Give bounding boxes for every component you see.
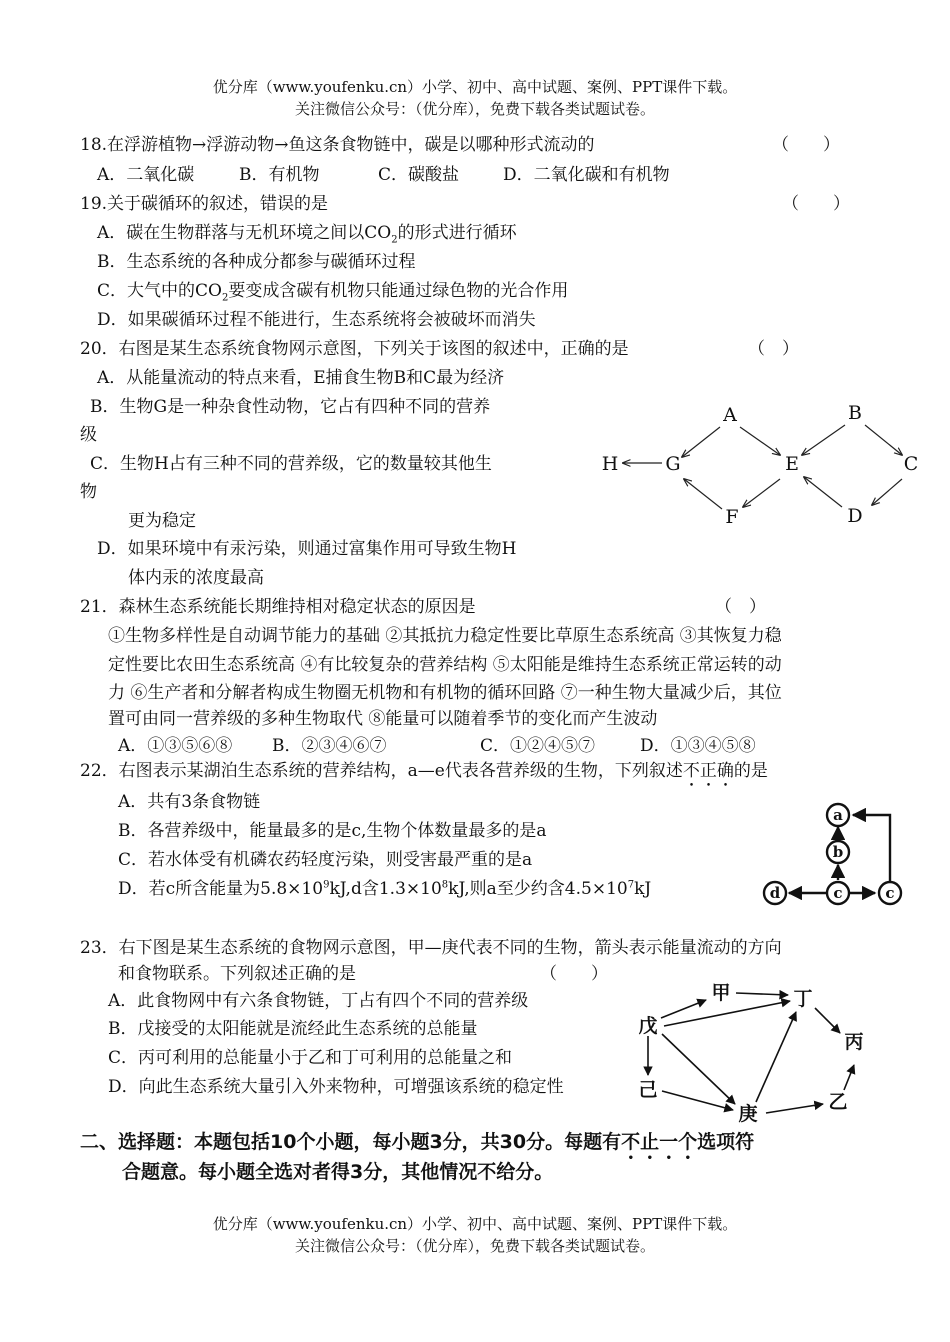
footer-line-1: 优分库（www.youfenku.cn）小学、初中、高中试题、案例、PPT课件下载。 bbox=[212, 1215, 738, 1233]
node-e-label: c bbox=[885, 884, 895, 902]
q20-option-b-line2: 级 bbox=[80, 425, 97, 445]
q21-body-line3: 力 ⑥生产者和分解者构成生物圈无机物和有机物的循环回路 ⑦一种生物大量减少后，其位 bbox=[108, 683, 782, 703]
q23-paren: （ ） bbox=[540, 964, 608, 984]
q19-stem: 19.关于碳循环的叙述，错误的是 bbox=[80, 194, 329, 214]
q19-paren: （ ） bbox=[782, 194, 850, 214]
q20-option-c-line3: 更为稳定 bbox=[128, 511, 196, 531]
q20-option-d-line2: 体内汞的浓度最高 bbox=[128, 568, 264, 588]
q18-option-b: B．有机物 bbox=[239, 165, 320, 185]
q20-option-c-line1: C．生物H占有三种不同的营养级，它的数量较其他生 bbox=[90, 454, 492, 474]
q19-option-b: B．生态系统的各种成分都参与碳循环过程 bbox=[97, 252, 416, 272]
q22-option-c: C．若水体受有机磷农药轻度污染，则受害最严重的是a bbox=[118, 850, 533, 870]
q19-option-d: D．如果碳循环过程不能进行，生态系统将会被破坏而消失 bbox=[97, 310, 536, 330]
section2-line2: 合题意。每小题全选对者得3分，其他情况不给分。 bbox=[122, 1161, 554, 1183]
node-c: C bbox=[903, 453, 919, 475]
q23-option-b: B．戊接受的太阳能就是流经此生态系统的总能量 bbox=[108, 1019, 478, 1039]
q22-stem: 22．右图表示某湖泊生态系统的营养结构，a—e代表各营养级的生物，下列叙述不正确的是 bbox=[80, 761, 768, 781]
node-b: B bbox=[848, 402, 862, 424]
section2-line1: 二、选择题：本题包括10个小题，每小题3分，共30分。每题有不止一个选项符 bbox=[80, 1131, 755, 1153]
node-a: A bbox=[723, 404, 737, 426]
q21-body-line1: ①生物多样性是自动调节能力的基础 ②其抵抗力稳定性要比草原生态系统高 ③其恢复力稳 bbox=[108, 626, 782, 646]
q21-paren: （ ） bbox=[715, 597, 766, 617]
node-geng: 庚 bbox=[738, 1103, 758, 1125]
q23-option-a: A．此食物网中有六条食物链，丁占有四个不同的营养级 bbox=[108, 991, 529, 1011]
q23-option-d: D．向此生态系统大量引入外来物种，可增强该系统的稳定性 bbox=[108, 1077, 564, 1097]
q20-option-a: A．从能量流动的特点来看，E捕食生物B和C最为经济 bbox=[97, 368, 505, 388]
node-d: D bbox=[847, 505, 863, 527]
q20-option-d-line1: D．如果环境中有汞污染，则通过富集作用可导致生物H bbox=[97, 539, 517, 559]
node-c-label: c bbox=[833, 884, 843, 902]
node-ji: 己 bbox=[638, 1079, 658, 1101]
q18-stem: 18.在浮游植物→浮游动物→鱼这条食物链中，碳是以哪种形式流动的 bbox=[80, 135, 595, 155]
q18-option-d: D．二氧化碳和有机物 bbox=[503, 165, 670, 185]
node-ding: 丁 bbox=[793, 988, 813, 1010]
q22-option-b: B．各营养级中，能量最多的是c,生物个体数量最多的是a bbox=[118, 821, 547, 841]
q23-option-c: C．丙可利用的总能量小于乙和丁可利用的总能量之和 bbox=[108, 1048, 513, 1068]
q20-option-c-line2: 物 bbox=[80, 482, 97, 502]
q23-stem-line1: 23．右下图是某生态系统的食物网示意图，甲—庚代表不同的生物，箭头表示能量流动的方向 bbox=[80, 938, 782, 958]
q21-body-line4: 置可由同一营养级的多种生物取代 ⑧能量可以随着季节的变化而产生波动 bbox=[108, 709, 658, 729]
q21-option-b: B．②③④⑥⑦ bbox=[272, 736, 387, 756]
q20-stem: 20．右图是某生态系统食物网示意图，下列关于该图的叙述中，正确的是 bbox=[80, 339, 629, 359]
q20-paren: （ ） bbox=[748, 339, 799, 359]
q18-option-a: A．二氧化碳 bbox=[97, 165, 195, 185]
node-b-label: b bbox=[832, 843, 844, 861]
q22-trophic-diagram bbox=[755, 795, 915, 910]
q21-option-d: D．①③④⑤⑧ bbox=[640, 736, 756, 756]
node-h: H bbox=[601, 453, 619, 475]
q23-stem-line2: 和食物联系。下列叙述正确的是 bbox=[118, 964, 356, 984]
q23-food-web-diagram bbox=[628, 978, 888, 1128]
node-d-label: d bbox=[769, 884, 781, 902]
node-a-label: a bbox=[833, 806, 843, 824]
header-line-1: 优分库（www.youfenku.cn）小学、初中、高中试题、案例、PPT课件下载。 bbox=[212, 78, 738, 96]
node-bing: 丙 bbox=[844, 1031, 864, 1053]
q21-option-c: C．①②④⑤⑦ bbox=[480, 736, 596, 756]
q22-option-d: D．若c所含能量为$5.8\times 10^9kJ,d$含$1.3\times 10^8kJ$,则a至少约含$4.5\times 10^7kJ$ bbox=[118, 879, 652, 899]
q21-option-a: A．①③⑤⑥⑧ bbox=[118, 736, 233, 756]
q21-stem: 21．森林生态系统能长期维持相对稳定状态的原因是 bbox=[80, 597, 476, 617]
q19-option-c: C．大气中的$CO_2$要变成含碳有机物只能通过绿色物的光合作用 bbox=[97, 281, 569, 304]
node-e: E bbox=[785, 453, 799, 475]
node-wu: 戊 bbox=[638, 1015, 658, 1037]
node-jia: 甲 bbox=[711, 982, 731, 1004]
node-f: F bbox=[725, 506, 739, 528]
q20-food-web-diagram bbox=[590, 395, 930, 535]
q22-option-a: A．共有3条食物链 bbox=[118, 792, 261, 812]
q20-option-b-line1: B．生物G是一种杂食性动物，它占有四种不同的营养 bbox=[90, 397, 491, 417]
q21-body-line2: 定性要比农田生态系统高 ④有比较复杂的营养结构 ⑤太阳能是维持生态系统正常运转的动 bbox=[108, 655, 782, 675]
footer-line-2: 关注微信公众号：（优分库），免费下载各类试题试卷。 bbox=[294, 1237, 655, 1255]
q18-paren: （ ） bbox=[772, 135, 840, 155]
header-line-2: 关注微信公众号：（优分库），免费下载各类试题试卷。 bbox=[294, 100, 655, 118]
node-g: G bbox=[665, 453, 681, 475]
q19-option-a: A．碳在生物群落与无机环境之间以$CO_2$的形式进行循环 bbox=[97, 223, 517, 246]
q18-option-c: C．碳酸盐 bbox=[378, 165, 460, 185]
node-yi: 乙 bbox=[828, 1091, 848, 1113]
